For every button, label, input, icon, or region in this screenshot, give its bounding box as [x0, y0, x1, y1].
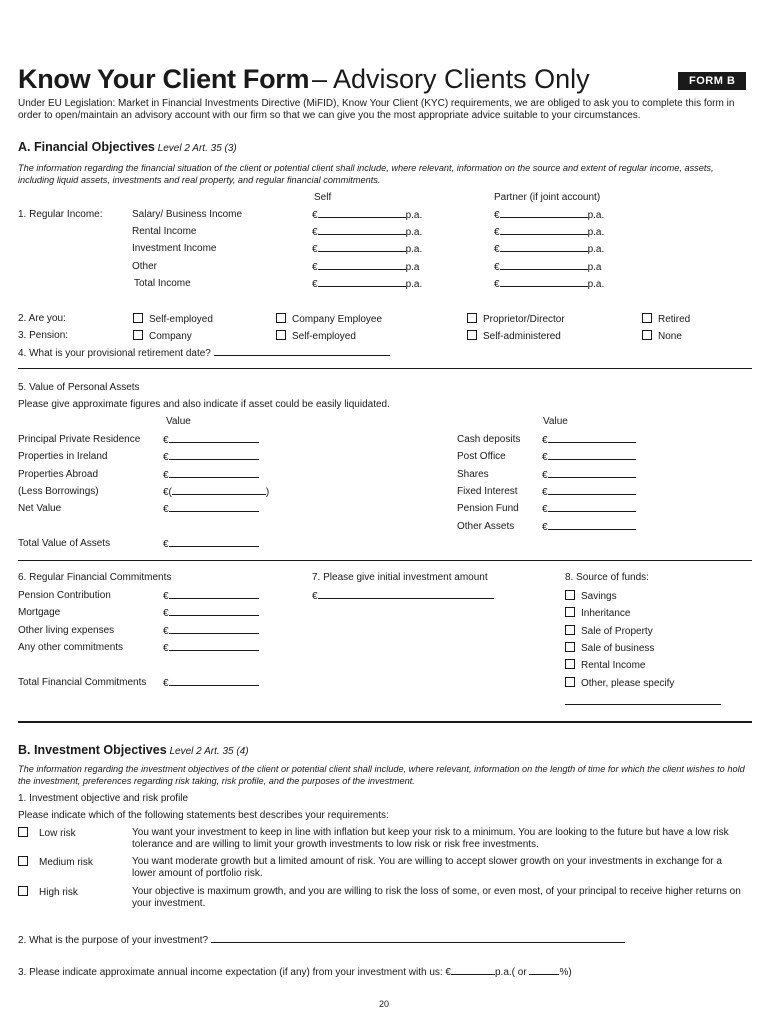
partner-income-field[interactable] [494, 209, 604, 221]
partner-income-field[interactable] [494, 226, 604, 238]
self-income-field[interactable] [312, 209, 422, 221]
option-label: Self-employed [292, 331, 356, 342]
risk-option[interactable] [18, 886, 78, 898]
assets-value-left: Value [166, 416, 191, 427]
checkbox[interactable] [565, 625, 575, 635]
input-line[interactable] [548, 434, 636, 443]
input-line[interactable] [548, 521, 636, 530]
employment-option[interactable] [642, 313, 690, 325]
input-line[interactable] [500, 278, 588, 287]
option-label: Company [149, 331, 192, 342]
asset-label: (Less Borrowings) [18, 486, 99, 497]
pa-label: p.a. [587, 210, 605, 221]
input-line[interactable] [318, 261, 406, 270]
input-line[interactable] [169, 607, 259, 616]
input-line[interactable] [169, 590, 259, 599]
asset-value-field[interactable] [163, 486, 269, 498]
option-label: Other, please specify [581, 678, 675, 689]
commitment-label: Mortgage [18, 607, 61, 618]
option-label: Inheritance [581, 608, 631, 619]
currency-symbol: € [494, 227, 500, 238]
pension-option[interactable] [642, 330, 682, 342]
checkbox[interactable] [133, 313, 143, 323]
risk-description: You want your investment to keep in line with inflation but keep your risk to a minimum. You are looking to the future but have a low risk tolerance and are willing to limit your growth investments to low risk or risk free investments. [132, 827, 729, 850]
option-label: Proprietor/Director [483, 314, 565, 325]
employment-option[interactable] [467, 313, 565, 325]
pa-label: p.a. [587, 227, 605, 238]
section-b-note: The information regarding the investment objectives of the client or potential client shall include, where relevant, information on the length of time for which the client wishes to hold the investment, preferences regarding risk taking, risk profile, and the purposes of the investment. [18, 764, 745, 786]
income-percent-field[interactable] [529, 966, 559, 975]
input-line[interactable] [318, 243, 406, 252]
currency-symbol: € [312, 227, 318, 238]
checkbox[interactable] [18, 827, 28, 837]
risk-description: Your objective is maximum growth, and you are willing to risk the loss of some, or even most, of your principal to receive higher returns on your investment. [132, 886, 741, 909]
page-number: 20 [379, 999, 390, 1009]
risk-label: Low risk [39, 828, 76, 839]
asset-value-field[interactable] [163, 451, 259, 463]
page-title: Know Your Client Form – Advisory Clients Only [18, 64, 590, 94]
total-assets-label: Total Value of Assets [18, 538, 111, 549]
asset-label: Post Office [457, 451, 506, 462]
income-row-label: Rental Income [132, 226, 197, 237]
paren: ) [265, 487, 270, 498]
asset-value-field[interactable] [542, 434, 636, 446]
divider [18, 368, 752, 369]
commitment-value-field[interactable] [163, 625, 259, 637]
pa-label: p.a. [587, 244, 605, 255]
asset-label: Shares [457, 469, 489, 480]
retirement-question: 4. What is your provisional retirement date? [18, 347, 390, 359]
intro-text: Under EU Legislation: Market in Financial Investments Directive (MiFID), Know Your Client (KYC) requirements, we are obliged to ask you to complete this form in order to open/maintain an advisory account with our firm so that we can give you the most appropriate advice suitable to your circumstances. [18, 98, 735, 121]
self-income-field[interactable] [312, 243, 422, 255]
pension-option[interactable] [133, 330, 192, 342]
checkbox[interactable] [565, 607, 575, 617]
input-line[interactable] [169, 434, 259, 443]
risk-description: You want moderate growth but a limited amount of risk. You are willing to accept slower growth on your investments in exchange for a lower amount of portfolio risk. [132, 856, 722, 879]
input-line[interactable] [169, 625, 259, 634]
asset-label: Fixed Interest [457, 486, 518, 497]
assets-note: Please give approximate figures and also indicate if asset could be easily liquidated. [18, 399, 390, 410]
currency-symbol: € [542, 487, 548, 498]
regular-income-label: 1. Regular Income: [18, 209, 103, 220]
currency-symbol: € [542, 452, 548, 463]
commitment-label: Pension Contribution [18, 590, 111, 601]
input-line[interactable] [169, 503, 259, 512]
currency-symbol: € [163, 591, 169, 602]
asset-label: Other Assets [457, 521, 515, 532]
checkbox[interactable] [467, 330, 477, 340]
checkbox[interactable] [133, 330, 143, 340]
divider [18, 721, 752, 723]
asset-label: Net Value [18, 503, 62, 514]
assets-title: 5. Value of Personal Assets [18, 382, 140, 393]
pension-label: 3. Pension: [18, 330, 69, 341]
input-line[interactable] [169, 642, 259, 651]
currency-symbol: € [312, 279, 318, 290]
checkbox[interactable] [565, 659, 575, 669]
checkbox[interactable] [467, 313, 477, 323]
pa-label: p.a [587, 262, 602, 273]
currency-symbol: € [312, 244, 318, 255]
employment-option[interactable] [133, 313, 213, 325]
total-commitments-field[interactable]: € [163, 677, 259, 689]
option-label: Self-administered [483, 331, 561, 342]
q3: 3. Please indicate approximate annual income expectation (if any) from your investment with us: € p.a.( or %) [18, 967, 572, 978]
asset-value-field[interactable] [542, 521, 636, 533]
currency-symbol: € [542, 435, 548, 446]
currency-symbol: € [163, 643, 169, 654]
pa-label: p.a. [405, 244, 423, 255]
checkbox[interactable] [18, 856, 28, 866]
asset-label: Cash deposits [457, 434, 521, 445]
pension-option[interactable] [276, 330, 356, 342]
asset-value-field[interactable] [163, 469, 259, 481]
currency-symbol: € [494, 244, 500, 255]
option-label: None [658, 331, 682, 342]
funds-option[interactable] [565, 607, 630, 619]
income-amount-field[interactable] [451, 966, 495, 975]
paren: €( [163, 487, 172, 498]
currency-symbol: € [312, 210, 318, 221]
asset-label: Properties in Ireland [18, 451, 108, 462]
input-line[interactable] [548, 486, 636, 495]
option-label: Retired [658, 314, 691, 325]
form-badge: FORM B [678, 72, 746, 90]
purpose-field[interactable] [211, 934, 625, 943]
assets-value-right: Value [543, 416, 568, 427]
input-line[interactable] [169, 451, 259, 460]
self-income-field[interactable] [312, 226, 422, 238]
self-income-field[interactable] [312, 261, 419, 273]
checkbox[interactable] [276, 330, 286, 340]
currency-symbol: € [494, 210, 500, 221]
risk-option[interactable] [18, 856, 93, 868]
input-line[interactable] [318, 226, 406, 235]
currency-symbol: € [163, 435, 169, 446]
currency-symbol: € [542, 504, 548, 515]
asset-value-field[interactable] [542, 503, 636, 515]
self-income-field[interactable] [312, 278, 422, 290]
income-row-label: Other [132, 261, 158, 272]
income-row-label: Salary/ Business Income [132, 209, 243, 220]
pa-label: p.a. [587, 279, 605, 290]
risk-option[interactable] [18, 827, 76, 839]
input-line[interactable] [548, 451, 636, 460]
currency-symbol: € [494, 262, 500, 273]
income-row-label: Total Income [134, 278, 191, 289]
input-line[interactable] [500, 243, 588, 252]
are-you-label: 2. Are you: [18, 313, 66, 324]
col-self: Self [314, 192, 332, 203]
option-label: Sale of Property [581, 626, 653, 637]
funds-option[interactable] [565, 659, 645, 671]
option-label: Rental Income [581, 660, 646, 671]
retirement-date-field[interactable] [214, 347, 390, 356]
pa-label: p.a. [405, 227, 423, 238]
commitment-value-field[interactable] [163, 607, 259, 619]
option-label: Self-employed [149, 314, 213, 325]
checkbox[interactable] [18, 886, 28, 896]
q1-title: 1. Investment objective and risk profile [18, 793, 189, 804]
currency-symbol: € [542, 522, 548, 533]
initial-investment-field[interactable]: € [312, 590, 494, 602]
risk-label: High risk [39, 887, 78, 898]
option-label: Sale of business [581, 643, 655, 654]
risk-label: Medium risk [39, 857, 93, 868]
input-line[interactable] [500, 261, 588, 270]
checkbox[interactable] [642, 330, 652, 340]
input-line[interactable] [548, 469, 636, 478]
asset-value-field[interactable] [542, 451, 636, 463]
commitments-title: 6. Regular Financial Commitments [18, 572, 172, 583]
q2: 2. What is the purpose of your investment? [18, 934, 625, 946]
option-label: Savings [581, 591, 617, 602]
pa-label: p.a. [405, 279, 423, 290]
currency-symbol: € [163, 626, 169, 637]
col-partner: Partner (if joint account) [494, 192, 601, 203]
partner-income-field[interactable] [494, 261, 601, 273]
input-line[interactable] [172, 486, 266, 495]
total-assets-field[interactable]: € [163, 538, 259, 550]
funds-option[interactable] [565, 642, 654, 654]
income-row-label: Investment Income [132, 243, 217, 254]
funds-title: 8. Source of funds: [565, 572, 649, 583]
asset-label: Principal Private Residence [18, 434, 141, 445]
total-commitments-label: Total Financial Commitments [18, 677, 147, 688]
other-specify-field[interactable] [565, 696, 721, 708]
input-line[interactable] [318, 278, 406, 287]
partner-income-field[interactable] [494, 278, 604, 290]
checkbox[interactable] [565, 642, 575, 652]
funds-option[interactable] [565, 677, 674, 689]
checkbox[interactable] [565, 590, 575, 600]
input-line[interactable] [548, 503, 636, 512]
input-line[interactable] [318, 209, 406, 218]
asset-value-field[interactable] [163, 503, 259, 515]
initial-investment-title: 7. Please give initial investment amount [312, 572, 488, 583]
currency-symbol: € [163, 504, 169, 515]
section-a-note: The information regarding the financial situation of the client or potential client shall include, where relevant, information on the source and extent of regular income, assets, including liquid assets, investments and real property, and regular financial commitments. [18, 163, 714, 185]
currency-symbol: € [163, 452, 169, 463]
pension-option[interactable] [467, 330, 561, 342]
currency-symbol: € [163, 470, 169, 481]
currency-symbol: € [542, 470, 548, 481]
commitment-value-field[interactable] [163, 642, 259, 654]
commitment-value-field[interactable] [163, 590, 259, 602]
input-line[interactable] [500, 209, 588, 218]
checkbox[interactable] [642, 313, 652, 323]
funds-option[interactable] [565, 625, 653, 637]
divider [18, 560, 752, 561]
input-line[interactable] [500, 226, 588, 235]
section-b-heading: B. Investment Objectives Level 2 Art. 35 (4) [18, 743, 249, 757]
commitment-label: Other living expenses [18, 625, 115, 636]
q1-note: Please indicate which of the following statements best describes your requirements: [18, 810, 389, 821]
pa-label: p.a. [405, 210, 423, 221]
checkbox[interactable] [276, 313, 286, 323]
option-label: Company Employee [292, 314, 383, 325]
input-line[interactable] [169, 469, 259, 478]
currency-symbol: € [312, 262, 318, 273]
funds-option[interactable] [565, 590, 617, 602]
checkbox[interactable] [565, 677, 575, 687]
asset-value-field[interactable] [542, 486, 636, 498]
asset-value-field[interactable] [163, 434, 259, 446]
currency-symbol: € [494, 279, 500, 290]
pa-label: p.a [405, 262, 420, 273]
asset-value-field[interactable] [542, 469, 636, 481]
employment-option[interactable] [276, 313, 382, 325]
asset-label: Properties Abroad [18, 469, 99, 480]
partner-income-field[interactable] [494, 243, 604, 255]
commitment-label: Any other commitments [18, 642, 124, 653]
currency-symbol: € [163, 608, 169, 619]
section-a-heading: A. Financial Objectives Level 2 Art. 35 (3) [18, 140, 237, 154]
asset-label: Pension Fund [457, 503, 519, 514]
